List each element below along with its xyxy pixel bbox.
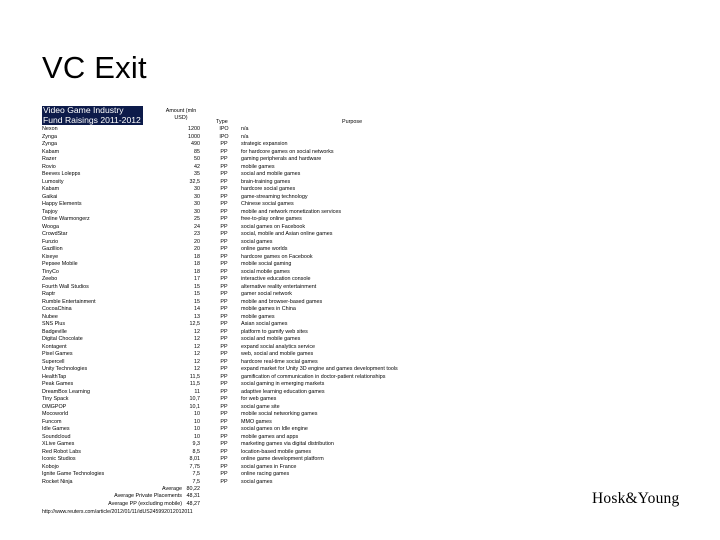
amount-value: 23 (194, 231, 200, 237)
table-row (42, 434, 372, 442)
table-row (42, 209, 372, 217)
amount-value: 7,5 (192, 478, 200, 485)
amount-value: 11,5 (189, 373, 200, 380)
amount-value: 35 (194, 171, 200, 177)
amount-value: 10 (194, 426, 200, 432)
amount-value: 10 (194, 411, 200, 417)
table-row (42, 194, 372, 202)
purpose-value: mobile games and apps (241, 433, 299, 440)
table-row (42, 464, 372, 472)
type-value: PP (220, 321, 228, 327)
amount-value: 12 (194, 351, 200, 357)
company-name: Pixel Games (42, 351, 73, 357)
company-name: Red Robot Labs (42, 448, 81, 455)
type-value: PP (220, 238, 228, 245)
summary-row (42, 493, 372, 500)
purpose-value: social games in France (241, 463, 297, 470)
type-value: PP (220, 396, 228, 402)
type-value: PP (220, 246, 228, 252)
purpose-value: mobile social gaming (241, 261, 292, 267)
type-value: PP (220, 426, 228, 432)
purpose-value: brain-training games (241, 178, 291, 185)
amount-value: 12 (194, 343, 200, 350)
column-header-type: Type (216, 119, 228, 125)
purpose-value: Chinese social games (241, 201, 294, 207)
company-name: Happy Elements (42, 201, 82, 207)
company-name: Razer (42, 156, 57, 162)
type-value: PP (220, 478, 228, 485)
purpose-value: mobile games in China (241, 306, 296, 312)
purpose-value: adaptive learning education games (241, 388, 325, 395)
type-value: PP (220, 201, 228, 207)
purpose-value: marketing games via digital distribution (241, 441, 334, 447)
amount-value: 20 (194, 246, 200, 252)
table-row (42, 359, 372, 367)
type-value: PP (220, 343, 228, 350)
company-name: TinyCo (42, 268, 59, 275)
company-name: Soundcloud (42, 433, 71, 440)
company-name: Ignite Game Technologies (42, 471, 105, 477)
company-name: Kabam (42, 186, 60, 192)
table-row (42, 329, 372, 337)
purpose-value: social gaming in emerging markets (241, 381, 325, 387)
company-name: SNS Plus (42, 321, 66, 327)
type-value: PP (220, 193, 228, 200)
type-value: PP (220, 216, 228, 222)
table-row (42, 164, 372, 172)
amount-value: 14 (194, 306, 200, 312)
company-name: Kabam (42, 148, 60, 155)
company-name: Raptr (42, 291, 56, 297)
company-name: Idle Games (42, 426, 70, 432)
table-summary (42, 486, 372, 508)
table-row (42, 269, 372, 277)
amount-value: 18 (194, 268, 200, 275)
amount-value: 10,7 (189, 396, 200, 402)
table-row (42, 449, 372, 457)
purpose-value: strategic expansion (241, 141, 288, 147)
table-row (42, 216, 372, 224)
company-name: Badgeville (42, 328, 67, 335)
table-row (42, 126, 372, 134)
type-value: PP (220, 261, 228, 267)
summary-label: Average PP (excluding mobile) (108, 500, 182, 507)
table-row (42, 479, 372, 487)
company-name: Tiny Spack (42, 396, 69, 402)
purpose-value: n/a (241, 126, 249, 132)
purpose-value: gamification of communication in doctor-patient relationships (241, 373, 386, 380)
table-row (42, 156, 372, 164)
amount-value: 30 (194, 201, 200, 207)
company-name: Rocket Ninja (42, 478, 73, 485)
purpose-value: n/a (241, 133, 249, 140)
type-value: PP (220, 253, 228, 260)
table-row (42, 306, 372, 314)
table-row (42, 261, 372, 269)
type-value: PP (220, 328, 228, 335)
type-value: PP (220, 471, 228, 477)
amount-value: 1200 (188, 126, 200, 132)
company-name: Zeebo (42, 276, 58, 282)
purpose-value: MMO games (241, 418, 272, 425)
amount-value: 11,5 (189, 381, 200, 387)
company-name: Nexon (42, 126, 58, 132)
amount-value: 18 (194, 253, 200, 260)
table-row (42, 149, 372, 157)
table-row (42, 186, 372, 194)
type-value: PP (220, 276, 228, 282)
purpose-value: free-to-play online games (241, 216, 302, 222)
amount-value: 17 (194, 276, 200, 282)
table-row (42, 134, 372, 142)
purpose-value: expand social analytics service (241, 343, 316, 350)
purpose-value: social game site (241, 403, 280, 410)
purpose-value: social games on Facebook (241, 223, 306, 230)
table-row (42, 246, 372, 254)
company-name: Beeves Lolepps (42, 171, 81, 177)
amount-value: 30 (194, 208, 200, 215)
type-value: PP (220, 148, 228, 155)
table-row (42, 351, 372, 359)
table-row (42, 321, 372, 329)
table-row (42, 381, 372, 389)
company-name: CocoaChina (42, 306, 72, 312)
amount-value: 15 (194, 283, 200, 290)
amount-value: 10 (194, 433, 200, 440)
table-row (42, 314, 372, 322)
brand-logo-text: Hosk&Young (592, 490, 680, 507)
table-title-line1: Video Game Industry (43, 105, 124, 115)
type-value: PP (220, 351, 228, 357)
purpose-value: mobile and browser-based games (241, 298, 323, 305)
type-value: PP (220, 141, 228, 147)
type-value: PP (220, 223, 228, 230)
fund-raisings-table (42, 105, 398, 516)
amount-value: 30 (194, 186, 200, 192)
company-name: Wooga (42, 223, 59, 230)
company-name: Gaikai (42, 193, 58, 200)
table-row (42, 426, 372, 434)
company-name: Unity Technologies (42, 366, 88, 372)
purpose-value: for hardcore games on social networks (241, 148, 334, 155)
type-value: PP (220, 306, 228, 312)
amount-value: 20 (194, 238, 200, 245)
type-value: PP (220, 381, 228, 387)
type-value: PP (220, 163, 228, 170)
amount-value: 85 (194, 148, 200, 155)
table-row (42, 373, 386, 382)
purpose-value: hardcore real-time social games (241, 358, 318, 365)
type-value: PP (220, 178, 228, 185)
table-row (42, 366, 398, 374)
company-name: XLive Games (42, 441, 75, 447)
purpose-value: online racing games (241, 471, 290, 477)
purpose-value: interactive education console (241, 276, 311, 282)
amount-value: 12 (194, 336, 200, 342)
table-row (42, 336, 372, 344)
amount-value: 7,75 (189, 463, 200, 470)
table-header (42, 106, 372, 126)
amount-value: 50 (194, 156, 200, 162)
company-name: Tapjoy (42, 208, 58, 215)
type-value: PP (220, 336, 228, 342)
company-name: Nubee (42, 313, 58, 320)
summary-label: Average Private Placements (114, 493, 182, 500)
type-value: PP (220, 373, 228, 380)
company-name: Kontagent (42, 343, 67, 350)
summary-value: 48,27 (186, 500, 200, 507)
table-row (42, 141, 372, 149)
table-row (42, 471, 372, 479)
table-row (42, 284, 372, 292)
company-name: Iconic Studios (42, 456, 76, 462)
company-name: Funzio (42, 238, 59, 245)
type-value: PP (220, 298, 228, 305)
type-value: PP (220, 313, 228, 320)
amount-value: 32,5 (189, 178, 200, 185)
amount-value: 12 (194, 366, 200, 372)
column-header-amount-line2: USD) (174, 114, 188, 121)
amount-value: 25 (194, 216, 200, 222)
amount-value: 7,5 (192, 471, 200, 477)
summary-row (42, 486, 372, 493)
type-value: PP (220, 388, 228, 395)
type-value: PP (220, 448, 228, 455)
type-value: PP (220, 456, 228, 462)
company-name: CrowdStar (42, 231, 68, 237)
type-value: PP (220, 171, 228, 177)
source-url: http://www.reuters.com/article/2012/01/11/idUS245992012012011 (42, 508, 193, 515)
amount-value: 10,1 (189, 403, 200, 410)
purpose-value: gaming peripherals and hardware (241, 156, 322, 162)
type-value: PP (220, 208, 228, 215)
purpose-value: social games (241, 478, 273, 485)
company-name: Rovio (42, 163, 56, 170)
type-value: PP (220, 403, 228, 410)
company-name: Lumosity (42, 178, 64, 185)
table-row (42, 441, 372, 449)
column-header-amount-line1: Amount (mln (165, 108, 197, 114)
purpose-value: mobile games (241, 163, 275, 170)
type-value: PP (220, 441, 228, 447)
type-value: IPO (219, 133, 229, 140)
purpose-value: alternative reality entertainment (241, 283, 317, 290)
type-value: PP (220, 231, 228, 237)
table-row (42, 171, 372, 179)
purpose-value: social games (241, 238, 273, 245)
purpose-value: hardcore social games (241, 186, 296, 192)
type-value: IPO (219, 126, 229, 132)
amount-value: 12 (194, 328, 200, 335)
table-row (42, 254, 372, 262)
slide-title: VC Exit (42, 50, 147, 85)
company-name: DreamBox Learning (42, 388, 90, 395)
purpose-value: online game development platform (241, 456, 324, 462)
table-row (42, 231, 372, 239)
purpose-value: mobile games (241, 313, 275, 320)
amount-value: 24 (194, 223, 200, 230)
table-title-line2: Fund Raisings 2011-2012 (43, 114, 141, 125)
type-value: PP (220, 156, 228, 162)
type-value: PP (220, 433, 228, 440)
purpose-value: platform to gamify web sites (241, 328, 308, 335)
column-header-purpose: Purpose (342, 119, 363, 125)
purpose-value: location-based mobile games (241, 448, 312, 455)
company-name: Gazillion (42, 246, 63, 252)
table-row (42, 389, 372, 397)
type-value: PP (220, 283, 228, 290)
purpose-value: online game worlds (241, 246, 288, 252)
type-value: PP (220, 463, 228, 470)
table-row (42, 404, 372, 412)
company-name: Digital Chocolate (42, 336, 83, 342)
table-row (42, 456, 372, 464)
type-value: PP (220, 291, 228, 297)
purpose-value: social and mobile games (241, 171, 301, 177)
purpose-value: social and mobile games (241, 336, 301, 342)
amount-value: 42 (194, 163, 200, 170)
amount-value: 8,5 (192, 448, 200, 455)
table-row (42, 179, 372, 187)
type-value: PP (220, 186, 228, 192)
summary-value: 48,31 (186, 493, 200, 500)
purpose-value: gamer social network (241, 291, 292, 297)
company-name: Fourth Wall Studios (42, 283, 89, 290)
purpose-value: web, social and mobile games (241, 351, 314, 357)
type-value: PP (220, 366, 228, 372)
amount-value: 15 (194, 291, 200, 297)
table-row (42, 396, 372, 404)
amount-value: 10 (194, 418, 200, 425)
company-name: OMGPOP (42, 403, 67, 410)
company-name: Kixeye (42, 253, 59, 260)
amount-value: 9,3 (192, 441, 200, 447)
company-name: Rumble Entertainment (42, 298, 96, 305)
type-value: PP (220, 358, 228, 365)
type-value: PP (220, 411, 228, 417)
company-name: Online Warmongerz (42, 216, 90, 222)
purpose-value: social games on Idle engine (241, 426, 308, 432)
amount-value: 11 (194, 388, 200, 395)
company-name: Mocoworld (42, 411, 69, 417)
purpose-value: mobile and network monetization services (241, 208, 342, 215)
amount-value: 12 (194, 358, 200, 365)
company-name: Funcom (42, 418, 62, 425)
purpose-value: social mobile games (241, 268, 290, 275)
amount-value: 490 (191, 141, 200, 147)
table-row (42, 411, 372, 419)
amount-value: 15 (194, 298, 200, 305)
company-name: Peak Games (42, 381, 74, 387)
table-title (42, 106, 143, 125)
summary-row (42, 501, 372, 508)
purpose-value: expand market for Unity 3D engine and games development tools (241, 366, 398, 372)
table-body (42, 126, 398, 486)
table-row (42, 201, 372, 209)
company-name: Zynga (42, 141, 57, 147)
purpose-value: game-streaming technology (241, 193, 308, 200)
table-row (42, 344, 372, 352)
purpose-value: social, mobile and Asian online games (241, 231, 333, 237)
purpose-value: mobile social networking games (241, 411, 318, 417)
purpose-value: for web games (241, 396, 277, 402)
table-row (42, 291, 372, 299)
purpose-value: hardcore games on Facebook (241, 253, 313, 260)
company-name: Supercell (42, 358, 65, 365)
amount-value: 8,01 (189, 456, 200, 462)
summary-value: 80,22 (186, 486, 200, 492)
amount-value: 13 (194, 313, 200, 320)
purpose-value: Asian social games (241, 321, 288, 327)
company-name: Zynga (42, 133, 57, 140)
table-row (42, 299, 372, 307)
type-value: PP (220, 268, 228, 275)
company-name: HealthTap (42, 373, 67, 380)
table-row (42, 239, 372, 247)
table-row (42, 224, 372, 232)
amount-value: 18 (194, 261, 200, 267)
table-row (42, 419, 372, 427)
table-row (42, 276, 372, 284)
amount-value: 30 (194, 193, 200, 200)
column-header-amount (152, 108, 210, 121)
company-name: Kobojo (42, 463, 59, 470)
company-name: Pepsee Mobile (42, 261, 78, 267)
amount-value: 1000 (188, 133, 200, 140)
amount-value: 12,5 (189, 321, 200, 327)
type-value: PP (220, 418, 228, 425)
summary-label: Average (162, 486, 182, 492)
